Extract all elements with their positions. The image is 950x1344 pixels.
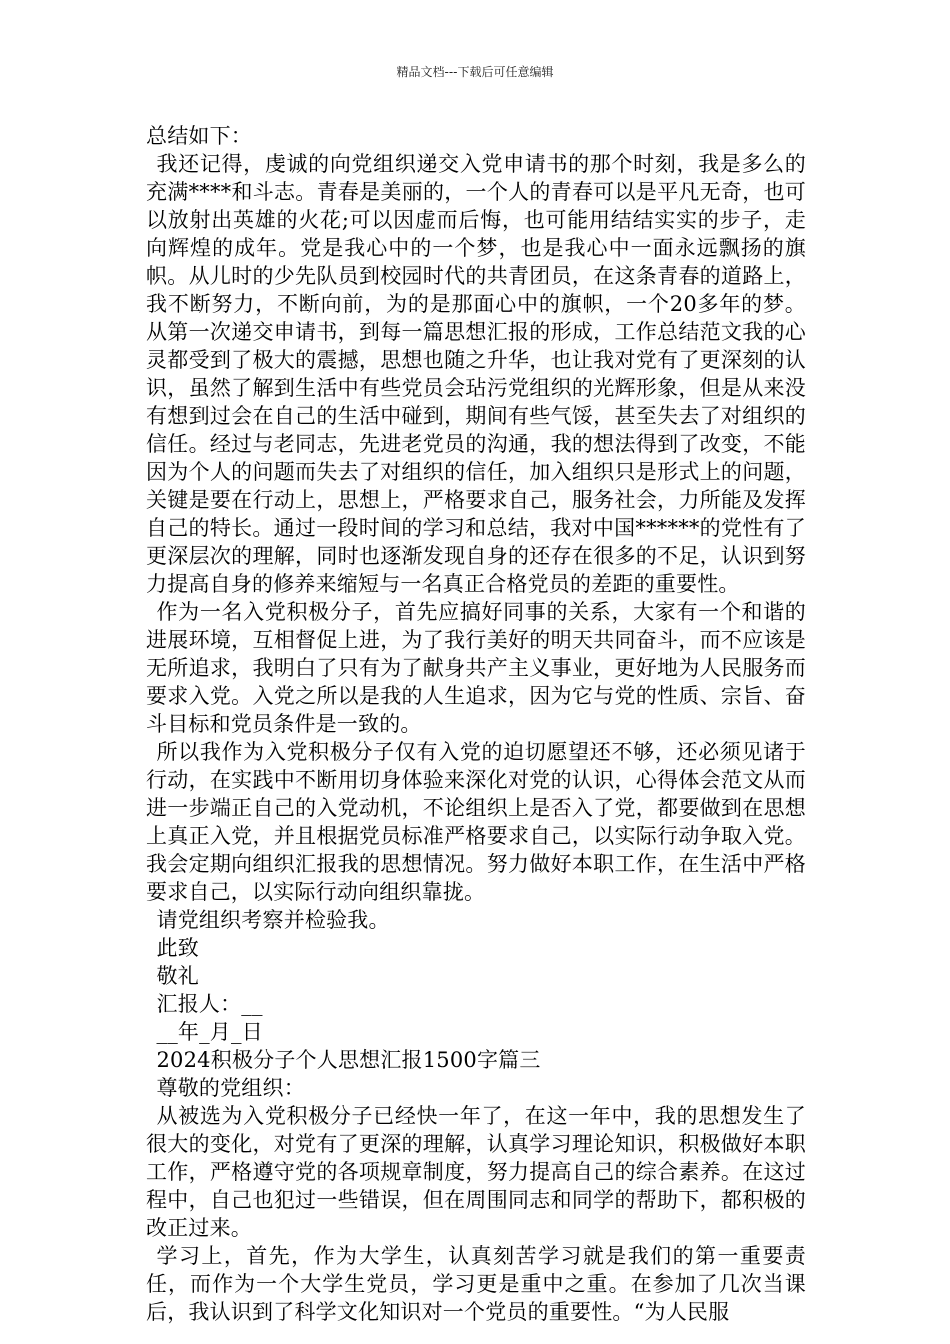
paragraph: 学习上，首先，作为大学生，认真刻苦学习就是我们的第一重要责任，而作为一个大学生党员，学习更是重中之重。在参加了几次当课后，我认识到了科学文化知识对一个党员的重要性。“为人民服 xyxy=(146,1244,806,1324)
paragraph: 作为一名入党积极分子，首先应搞好同事的关系，大家有一个和谐的进展环境，互相督促上进，为了我行美好的明天共同奋斗，而不应该是无所追求，我明白了只有为了献身共产主义事业，更好地为人民服务而要求入党。入党之所以是我的人生追求，因为它与党的性质、宗旨、奋斗目标和党员条件是一致的。 xyxy=(146,600,806,736)
paragraph: 从被选为入党积极分子已经快一年了，在这一年中，我的思想发生了很大的变化，对党有了更深的理解，认真学习理论知识，积极做好本职工作，严格遵守党的各项规章制度，努力提高自己的综合素养。在这过程中，自己也犯过一些错误，但在周围同志和同学的帮助下，都积极的改正过来。 xyxy=(146,1104,806,1240)
section-title: 2024积极分子个人思想汇报1500字篇三 xyxy=(156,1048,541,1072)
salutation: 尊敬的党组织： xyxy=(156,1076,305,1100)
paragraph: 所以我作为入党积极分子仅有入党的迫切愿望还不够，还必须见诸于行动，在实践中不断用切身体验来深化对党的认识，心得体会范文从而进一步端正自己的入党动机，不论组织上是否入了党，都要做到在思想上真正入党，并且根据党员标准严格要求自己，以实际行动争取入党。我会定期向组织汇报我的思想情况。努力做好本职工作，在生活中严格要求自己，以实际行动向组织靠拢。 xyxy=(146,740,806,904)
document-body xyxy=(146,122,806,1326)
signature-line: 汇报人：__ xyxy=(156,992,263,1016)
paragraph: 我还记得，虔诚的向党组织递交入党申请书的那个时刻，我是多么的充满****和斗志。青春是美丽的，一个人的青春可以是平凡无奇，也可以放射出英雄的火花;可以因虚而后悔，也可能用结结实实的步子，走向辉煌的成年。党是我心中的一个梦，也是我心中一面永远飘扬的旗帜。从儿时的少先队员到校园时代的共青团员，在这条青春的道路上，我不断努力，不断向前，为的是那面心中的旗帜，一个20多年的梦。从第一次递交申请书，到每一篇思想汇报的形成，工作总结范文我的心灵都受到了极大的震撼，思想也随之升华，也让我对党有了更深刻的认识，虽然了解到生活中有些党员会玷污党组织的光辉形象，但是从来没有想到过会在自己的生活中碰到，期间有些气馁，甚至失去了对组织的信任。经过与老同志，先进老党员的沟通，我的想法得到了改变，不能因为个人的问题而失去了对组织的信任，加入组织只是形式上的问题，关键是要在行动上，思想上，严格要求自己，服务社会，力所能及发挥自己的特长。通过一段时间的学习和总结，我对中国******的党性有了更深层次的理解，同时也逐渐发现自身的还存在很多的不足，认识到努力提高自身的修养来缩短与一名真正合格党员的差距的重要性。 xyxy=(146,152,806,596)
closing-line: 此致 xyxy=(156,936,199,960)
paragraph: 总结如下： xyxy=(146,124,252,148)
date-line: __年_月_日 xyxy=(156,1020,263,1044)
paragraph: 请党组织考察并检验我。 xyxy=(156,908,390,932)
closing-line: 敬礼 xyxy=(156,964,199,988)
page-header: 精品文档---下载后可任意编辑 xyxy=(396,65,554,79)
